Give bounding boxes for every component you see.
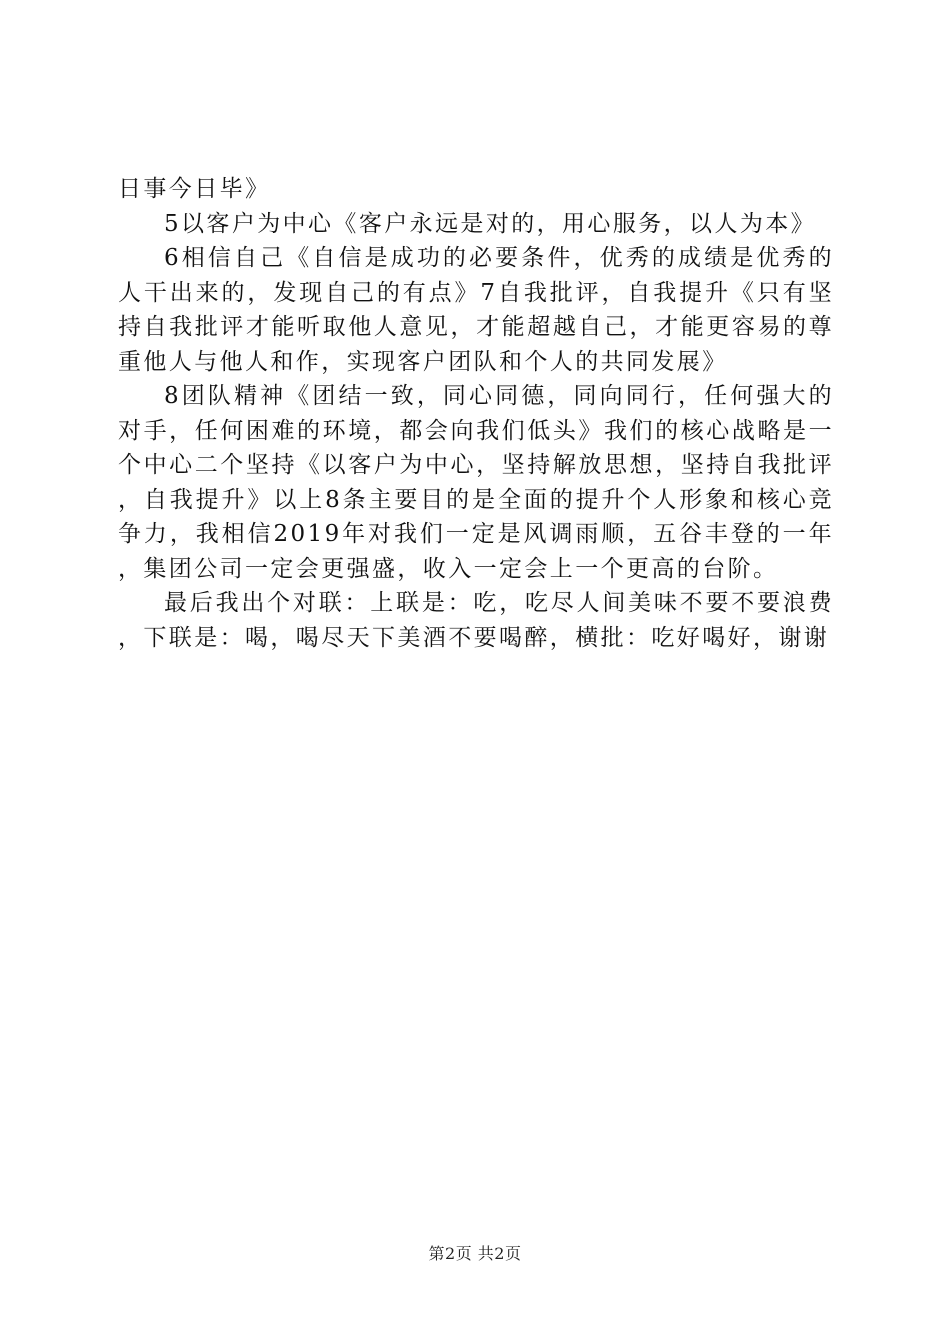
paragraph-item-5: 5以客户为中心《客户永远是对的，用心服务，以人为本》 [164, 210, 817, 237]
paragraph-closing: 最后我出个对联：上联是：吃，吃尽人间美味不要不要浪费，下联是：喝，喝尽天下美酒不要喝醉，横批：吃好喝好，谢谢 [118, 590, 834, 651]
page-number: 第2页 共2页 [428, 1244, 522, 1263]
paragraph-item-6-7: 6相信自己《自信是成功的必要条件，优秀的成绩是优秀的人干出来的，发现自己的有点》7自我批评，自我提升《只有坚持自我批评才能听取他人意见，才能超越自己，才能更容易的尊重他人与他人和作，实现客户团队和个人的共同发展》 [118, 245, 834, 375]
body-text [118, 172, 834, 655]
paragraph-continuation: 日事今日毕》 [118, 176, 271, 202]
paragraph-item-8: 8团队精神《团结一致，同心同德，同向同行，任何强大的对手，任何困难的环境，都会向我们低头》我们的核心战略是一个中心二个坚持《以客户为中心，坚持解放思想，坚持自我批评，自我提升》以上8条主要目的是全面的提升个人形象和核心竞争力，我相信2019年对我们一定是风调雨顺，五谷丰登的一年，集团公司一定会更强盛，收入一定会上一个更高的台阶。 [118, 383, 834, 582]
